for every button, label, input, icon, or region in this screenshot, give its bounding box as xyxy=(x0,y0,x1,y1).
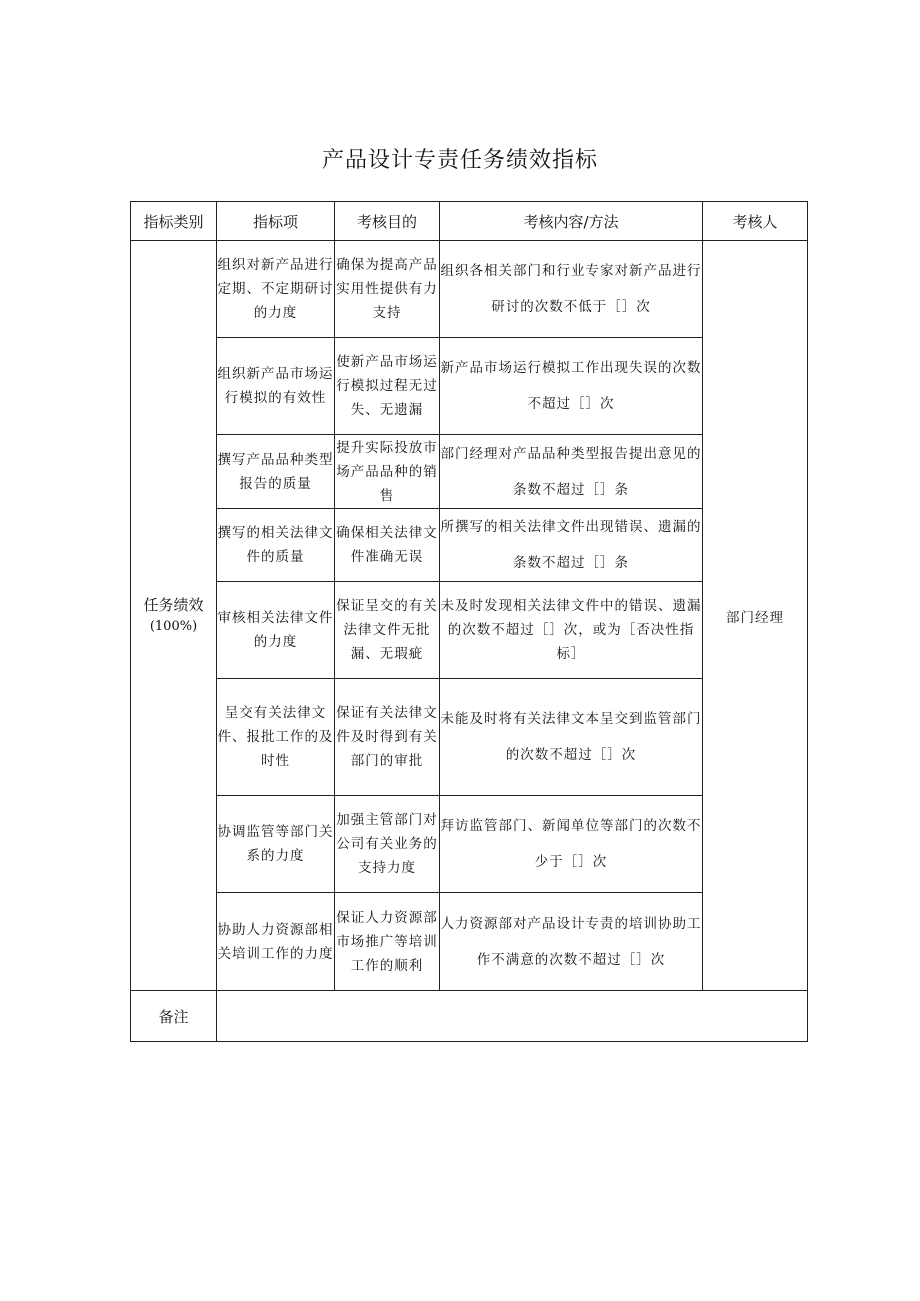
method-cell: 部门经理对产品品种类型报告提出意见的条数不超过［］条 xyxy=(440,435,703,509)
remark-row xyxy=(131,991,808,1042)
remark-value xyxy=(217,991,808,1042)
purpose-cell: 保证呈交的有关法律文件无批漏、无瑕疵 xyxy=(335,582,440,679)
header-row xyxy=(131,202,808,241)
purpose-cell: 确保相关法律文件准确无误 xyxy=(335,509,440,582)
method-cell: 拜访监管部门、新闻单位等部门的次数不少于［］次 xyxy=(440,796,703,893)
category-label: 任务绩效 xyxy=(143,595,204,614)
header-item: 指标项 xyxy=(217,202,335,241)
item-cell: 协助人力资源部相关培训工作的力度 xyxy=(217,893,335,991)
item-cell: 组织对新产品进行定期、不定期研讨的力度 xyxy=(217,241,335,338)
header-purpose: 考核目的 xyxy=(335,202,440,241)
method-cell: 未及时发现相关法律文件中的错误、遗漏的次数不超过［］次，或为［否决性指标］ xyxy=(440,582,703,679)
item-cell: 组织新产品市场运行模拟的有效性 xyxy=(217,338,335,435)
header-method: 考核内容/方法 xyxy=(440,202,703,241)
item-cell: 撰写的相关法律文件的质量 xyxy=(217,509,335,582)
header-category: 指标类别 xyxy=(131,202,217,241)
purpose-cell: 确保为提高产品实用性提供有力支持 xyxy=(335,241,440,338)
reviewer-cell: 部门经理 xyxy=(703,241,808,991)
item-cell: 撰写产品品种类型报告的质量 xyxy=(217,435,335,509)
kpi-table xyxy=(130,201,808,1042)
category-weight: (100%) xyxy=(149,618,198,634)
remark-label: 备注 xyxy=(131,991,217,1042)
purpose-cell: 提升实际投放市场产品品种的销售 xyxy=(335,435,440,509)
item-cell: 协调监管等部门关系的力度 xyxy=(217,796,335,893)
method-cell: 新产品市场运行模拟工作出现失误的次数不超过［］次 xyxy=(440,338,703,435)
category-cell xyxy=(131,241,217,991)
page-title: 产品设计专责任务绩效指标 xyxy=(321,148,598,173)
method-cell: 组织各相关部门和行业专家对新产品进行研讨的次数不低于［］次 xyxy=(440,241,703,338)
purpose-cell: 保证有关法律文件及时得到有关部门的审批 xyxy=(335,679,440,796)
method-cell: 人力资源部对产品设计专责的培训协助工作不满意的次数不超过［］次 xyxy=(440,893,703,991)
method-cell: 所撰写的相关法律文件出现错误、遗漏的条数不超过［］条 xyxy=(440,509,703,582)
method-cell: 未能及时将有关法律文本呈交到监管部门的次数不超过［］次 xyxy=(440,679,703,796)
purpose-cell: 保证人力资源部市场推广等培训工作的顺利 xyxy=(335,893,440,991)
item-cell: 呈交有关法律文件、报批工作的及时性 xyxy=(217,679,335,796)
purpose-cell: 加强主管部门对公司有关业务的支持力度 xyxy=(335,796,440,893)
purpose-cell: 使新产品市场运行模拟过程无过失、无遗漏 xyxy=(335,338,440,435)
header-reviewer: 考核人 xyxy=(703,202,808,241)
table-row xyxy=(131,241,808,338)
item-cell: 审核相关法律文件的力度 xyxy=(217,582,335,679)
